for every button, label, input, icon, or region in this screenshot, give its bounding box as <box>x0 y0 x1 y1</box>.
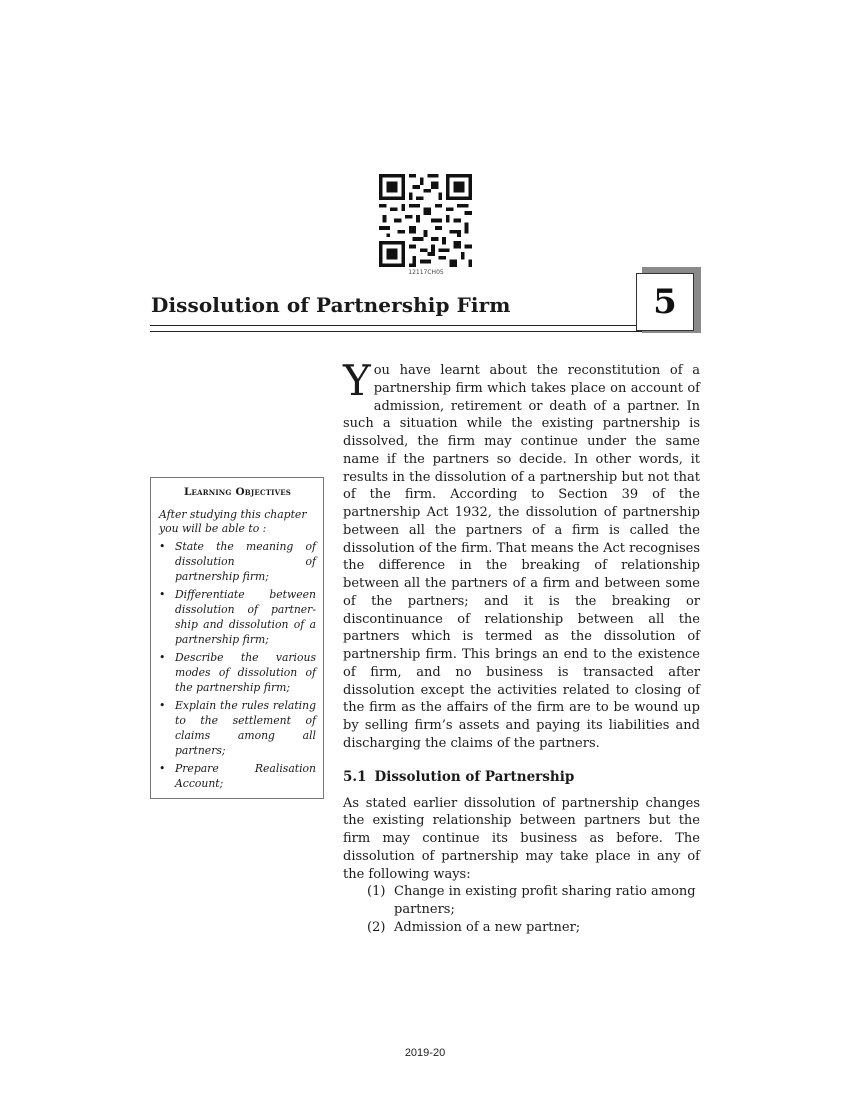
chapter-title: Dissolution of Partnership Firm <box>151 293 511 317</box>
objective-item: • Explain the rules relating to the settlement of claims among all partners; <box>159 698 316 758</box>
section-title: Dissolution of Partnership <box>374 768 575 785</box>
chapter-number: 5 <box>636 273 694 331</box>
qr-code-label: 12117CH05 <box>408 269 444 276</box>
ways-list <box>343 883 700 936</box>
list-item-text: Admission of a new partner; <box>394 919 581 935</box>
learning-objectives-list <box>159 539 316 791</box>
section-number: 5.1 <box>343 768 367 785</box>
list-item-text: Change in existing profit sharing ratio among partners; <box>394 884 696 917</box>
main-content <box>343 356 701 937</box>
list-marker: (1) <box>367 884 386 900</box>
section-paragraph: As stated earlier dissolution of partnership changes the existing relationship between partners but the firm may continue its business as before. The dissolution of partnership may take place in any of the following ways: <box>343 795 700 882</box>
qr-code-image <box>379 174 472 267</box>
learning-objectives-heading: Learning Objectives <box>183 486 292 498</box>
learning-objectives-intro: After studying this chapter you will be able to : <box>159 508 307 535</box>
list-item <box>367 919 700 937</box>
objective-item: • State the meaning of dissolution of partnership firm; <box>159 539 316 584</box>
section-heading <box>343 769 700 785</box>
objective-item: • Prepare Realisation Account; <box>159 761 316 791</box>
learning-objectives-box <box>150 477 324 799</box>
drop-cap: Y <box>343 356 371 405</box>
intro-paragraph <box>343 356 701 753</box>
title-rule-lower <box>150 331 699 332</box>
list-marker: (2) <box>367 919 386 935</box>
page-footer-year: 2019-20 <box>404 1047 446 1059</box>
title-rule <box>150 325 699 326</box>
intro-text: ou have learnt about the reconstitution of a partnership firm which takes place on account of admission, retirement or death of a partner. In such a situation while the existing partnership is dissolved, the firm may continue under the same name if the partners so decide. In other words, it results in the dissolution of a partnership but not that of the firm. According to Section 39 of the partnership Act 1932, the dissolution of partnership between all the partners of a firm is called the dissolution of the firm. That means the Act recognises the difference in the breaking of relationship between all the partners of a firm and between some of the partners; and it is the breaking or discontinuance of relationship between all the partners which is termed as the dissolution of partnership firm. This brings an end to the existence of firm, and no business is transacted after dissolution except the activities related to closing of the firm as the affairs of the firm are to be wound up by selling firm’s assets and paying its liabilities and discharging the claims of the partners. <box>343 363 701 751</box>
objective-item: • Describe the various modes of dissolution of the partnership firm; <box>159 650 316 695</box>
objective-item: • Differentiate between dissolution of partner-ship and dissolution of a partnership firm; <box>159 587 316 647</box>
list-item <box>367 883 700 919</box>
